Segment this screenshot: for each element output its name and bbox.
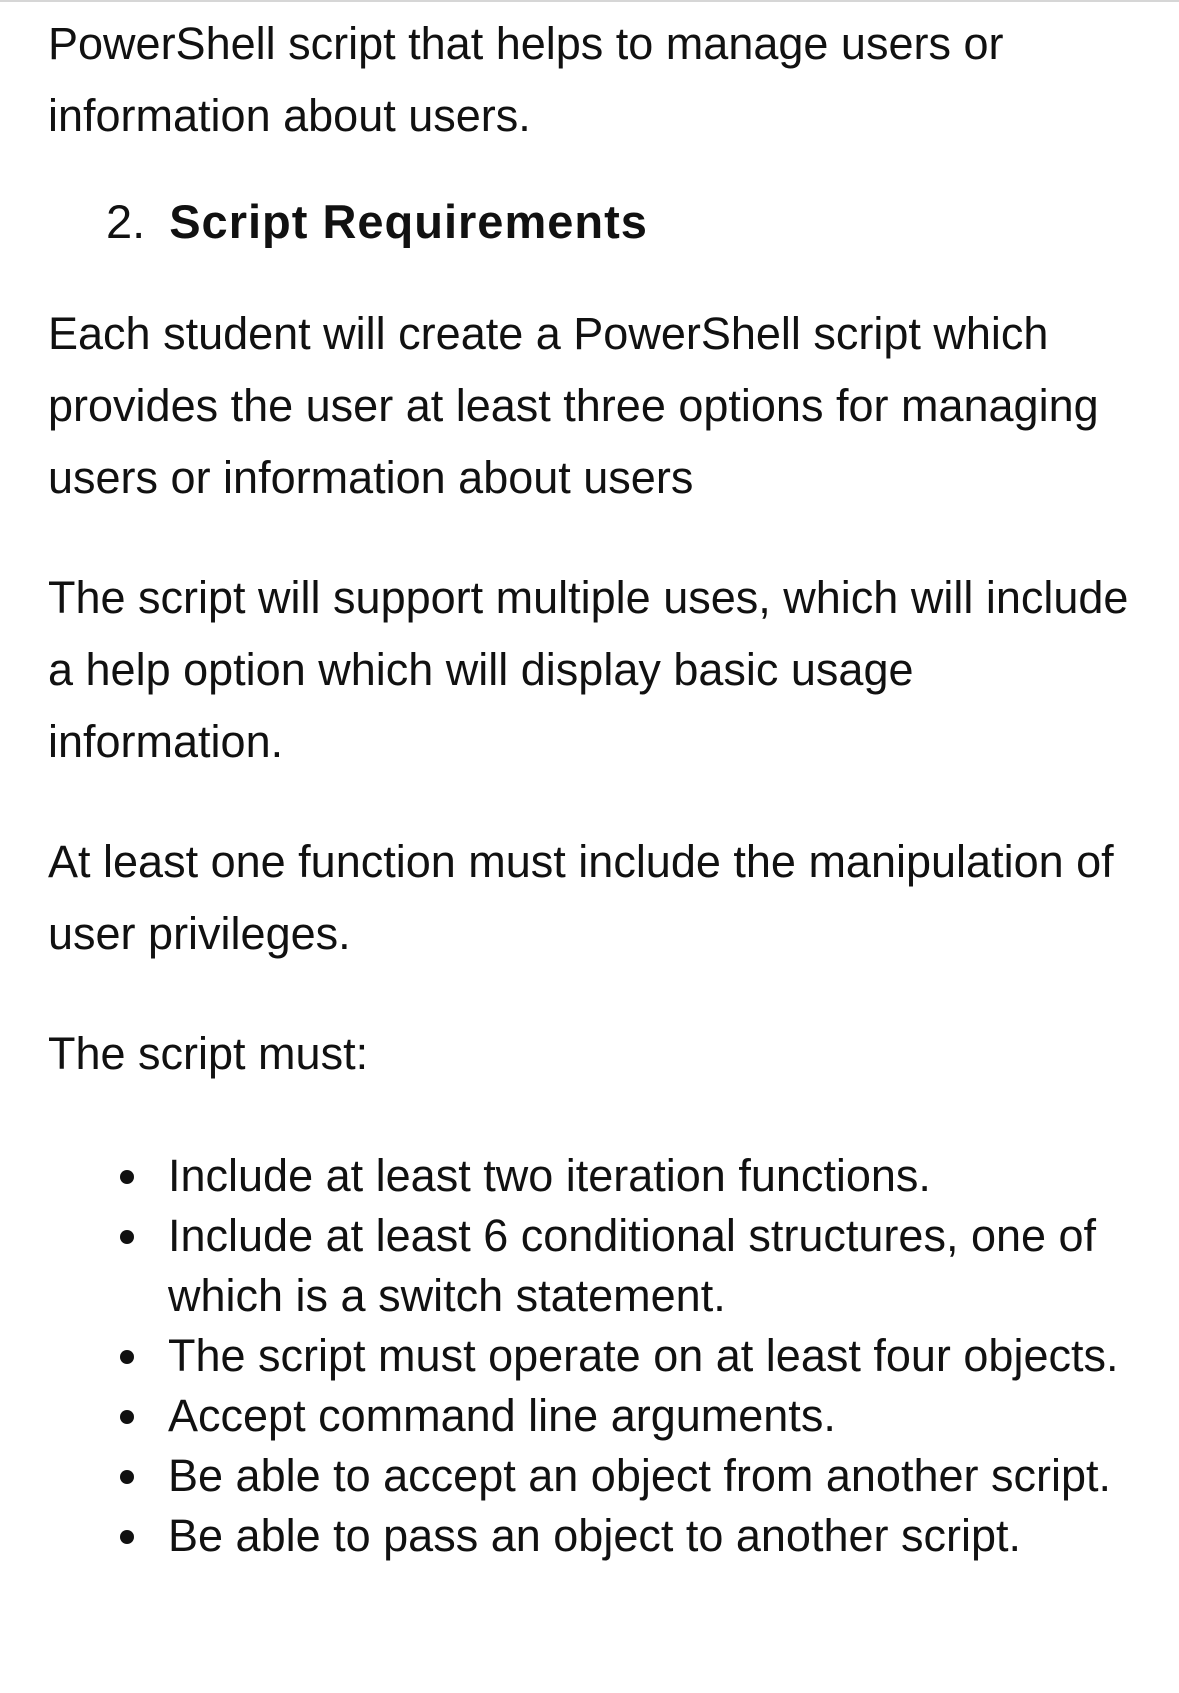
list-item-text: Be able to accept an object from another script. [168, 1450, 1112, 1501]
list-item-text: The script must operate on at least four objects. [168, 1330, 1119, 1381]
list-item [48, 1506, 1128, 1566]
top-divider [0, 0, 1179, 2]
list-item [48, 1206, 1128, 1326]
bullet-icon [120, 1350, 134, 1364]
bullet-icon [120, 1230, 134, 1244]
list-item [48, 1446, 1128, 1506]
section-title: Script Requirements [169, 195, 648, 248]
section-number: 2. [106, 195, 146, 248]
list-item [48, 1146, 1128, 1206]
bullet-icon [120, 1410, 134, 1424]
list-item-text: Be able to pass an object to another script. [168, 1510, 1022, 1561]
paragraph-script-must: The script must: [48, 1028, 369, 1079]
list-item-text: Accept command line arguments. [168, 1390, 836, 1441]
requirements-list [48, 1146, 1148, 1566]
bullet-icon [120, 1170, 134, 1184]
list-item-text: Include at least 6 conditional structures, one of which is a switch statement. [168, 1210, 1097, 1321]
section-heading [106, 186, 1148, 258]
paragraph-options: Each student will create a PowerShell script which provides the user at least three options for managing users or information about users [48, 308, 1099, 503]
paragraph-privileges: At least one function must include the manipulation of user privileges. [48, 836, 1114, 959]
list-item [48, 1386, 1128, 1446]
document-body [48, 8, 1148, 1566]
paragraph-help-option: The script will support multiple uses, which will include a help option which will display basic usage information. [48, 572, 1129, 767]
list-item-text: Include at least two iteration functions. [168, 1150, 931, 1201]
bullet-icon [120, 1530, 134, 1544]
bullet-icon [120, 1470, 134, 1484]
intro-paragraph: PowerShell script that helps to manage users or information about users. [48, 18, 1004, 141]
list-item [48, 1326, 1128, 1386]
